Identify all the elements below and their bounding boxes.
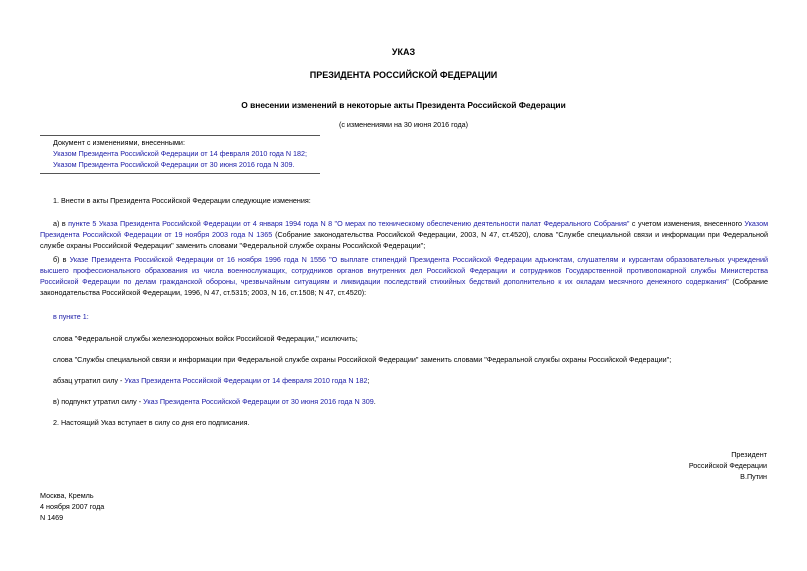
changes-link-2010[interactable]: Указом Президента Российской Федерации от 14 февраля 2010 года N 182; xyxy=(53,149,308,158)
item-b xyxy=(40,254,768,298)
paragraph-2: 2. Настоящий Указ вступает в силу со дня его подписания. xyxy=(53,418,250,427)
replace-words-line: слова "Службы специальной связи и информации при Федеральной службе охраны Российской Федерации" заменить словами "Федеральной службы охраны Российской Федерации"; xyxy=(53,355,672,364)
amended-note: (с изменениями на 30 июня 2016 года) xyxy=(338,120,469,129)
issuer-heading: ПРЕЗИДЕНТА РОССИЙСКОЙ ФЕДЕРАЦИИ xyxy=(309,70,498,80)
decree-number: N 1469 xyxy=(40,513,64,522)
abzac-prefix: абзац утратил силу - xyxy=(53,376,125,385)
abzac-repealed-line xyxy=(53,375,370,386)
item-v-repealed-line xyxy=(53,396,376,407)
abzac-suffix: ; xyxy=(367,376,370,385)
item-a xyxy=(40,218,768,251)
item-b-prefix: б) в xyxy=(53,255,70,264)
item-v-suffix: . xyxy=(373,397,376,406)
signing-date: 4 ноября 2007 года xyxy=(40,502,105,511)
item-v-prefix: в) подпункт утратил силу - xyxy=(53,397,144,406)
signing-place: Москва, Кремль xyxy=(40,491,94,500)
item-b-rest: (Собрание законодательства Российской Федерации, 1996, N 47, ст.5315; 2003, N 16, ст.1508; N 47, ст.4520): xyxy=(40,277,768,297)
changes-intro: Документ с изменениями, внесенными: xyxy=(53,138,185,147)
document-subject: О внесении изменений в некоторые акты Президента Российской Федерации xyxy=(241,100,566,110)
signature-name: В.Путин xyxy=(740,472,767,481)
item-a-middle: с учетом изменения, внесенного xyxy=(629,219,745,228)
item-b-link-decree-1556[interactable]: Указе Президента Российской Федерации от 16 ноября 1996 года N 1556 "О выплате стипендий Президента Российской Федерации адъюнктам, слушателям и курсантам образовательных учреждений высшего профессионального образования из числа военнослужащих, сотрудников органов внутренних дел Российской Федерации и сотрудников Государственной противопожарной службы Министерства Российской Федерации по делам гражданской обороны, чрезвычайным ситуациям и ликвидации последствий стихийных бедствий дополнительно к их окладам месячного денежного содержания" xyxy=(40,255,768,286)
item-a-link-decree-8[interactable]: пункте 5 Указа Президента Российской Федерации от 4 января 1994 года N 8 "О мерах по техническому обеспечению деятельности палат Федерального Собрания" xyxy=(68,219,630,228)
item-a-prefix: а) в xyxy=(53,219,69,228)
signature-title: Президент xyxy=(731,450,767,459)
signature-office: Российской Федерации xyxy=(688,461,767,470)
in-point-1-link[interactable]: в пункте 1: xyxy=(53,312,89,321)
changes-top-rule xyxy=(40,135,320,136)
document-type-heading: УКАЗ xyxy=(391,47,416,57)
exclude-words-line: слова "Федеральной службы железнодорожных войск Российской Федерации," исключить; xyxy=(53,334,358,343)
changes-link-2016[interactable]: Указом Президента Российской Федерации от 30 июня 2016 года N 309. xyxy=(53,160,295,169)
item-v-link-decree-309[interactable]: Указ Президента Российской Федерации от 30 июня 2016 года N 309 xyxy=(143,397,374,406)
changes-bottom-rule xyxy=(40,173,320,174)
paragraph-1: 1. Внести в акты Президента Российской Федерации следующие изменения: xyxy=(53,196,311,205)
item-a-rest: (Собрание законодательства Российской Федерации, 2003, N 47, ст.4520), слова "Службе специальной связи и информации при Федеральной службе охраны Российской Федерации" заменить словами "Федеральной службе охраны Российской Федерации"; xyxy=(40,230,768,250)
item-a-link-decree-1365[interactable]: Указом Президента Российской Федерации от 19 ноября 2003 года N 1365 xyxy=(40,219,769,239)
abzac-link-decree-182[interactable]: Указ Президента Российской Федерации от 14 февраля 2010 года N 182 xyxy=(124,376,368,385)
